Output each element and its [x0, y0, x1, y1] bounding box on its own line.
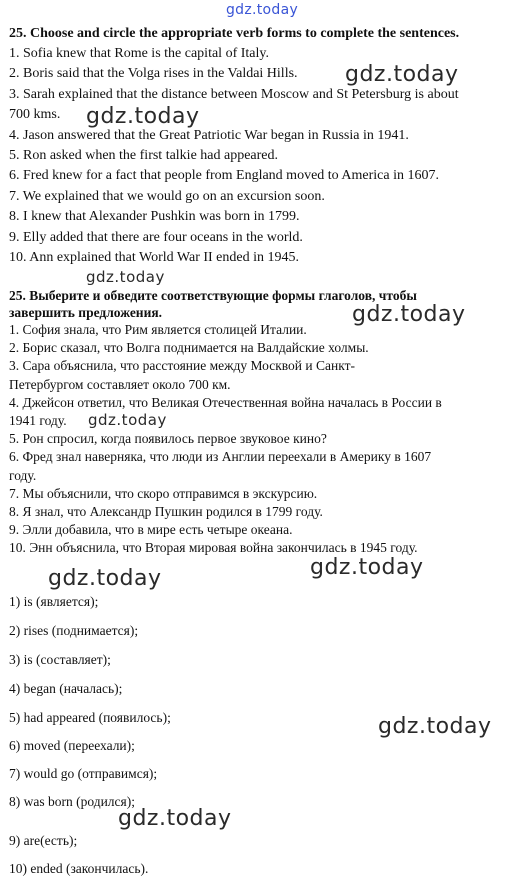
sentence-en-4: 4. Jason answered that the Great Patriotic War began in Russia in 1941.: [9, 127, 409, 143]
sentence-ru-9: 9. Элли добавила, что в мире есть четыре океана.: [9, 522, 293, 538]
watermark-top: gdz.today: [226, 2, 299, 18]
russian-exercise: [9, 287, 515, 558]
sentence-ru-8: 8. Я знал, что Александр Пушкин родился в 1799 году.: [9, 504, 323, 520]
answer-5: 5) had appeared (появилось);: [9, 710, 171, 725]
watermark: gdz.today: [88, 411, 167, 429]
exercise-title-ru-2: завершить предложения.: [9, 305, 163, 320]
answer-4: 4) began (началась);: [9, 681, 123, 696]
watermark: gdz.today: [118, 806, 232, 831]
sentence-ru-4: 4. Джейсон ответил, что Великая Отечественная война началась в России в: [9, 394, 442, 410]
english-exercise: [9, 24, 515, 268]
sentence-ru-4-cont: 1941 году.: [9, 413, 67, 429]
exercise-title-ru-1: 25. Выберите и обведите соответствующие формы глаголов, чтобы: [9, 288, 417, 303]
answer-2: 2) rises (поднимается);: [9, 623, 139, 638]
sentence-en-3-cont: 700 kms.: [9, 107, 61, 123]
sentence-en-3: 3. Sarah explained that the distance between Moscow and St Petersburg is about: [9, 86, 459, 102]
sentence-ru-3-cont: Петербургом составляет около 700 км.: [9, 376, 231, 392]
answer-3: 3) is (составляет);: [9, 652, 111, 667]
sentence-ru-5: 5. Рон спросил, когда появилось первое звуковое кино?: [9, 431, 327, 447]
sentence-ru-6: 6. Фред знал наверняка, что люди из Англии переехали в Америку в 1607: [9, 449, 432, 465]
watermark: gdz.today: [345, 62, 459, 87]
watermark: gdz.today: [352, 302, 466, 327]
sentence-en-10: 10. Ann explained that World War II ended in 1945.: [9, 250, 300, 266]
sentence-ru-2: 2. Борис сказал, что Волга поднимается на Валдайские холмы.: [9, 340, 369, 356]
sentence-en-9: 9. Elly added that there are four oceans in the world.: [9, 229, 303, 245]
watermark: gdz.today: [48, 566, 162, 591]
sentence-ru-3: 3. Сара объяснила, что расстояние между Москвой и Санкт-: [9, 358, 355, 374]
watermark: gdz.today: [310, 555, 424, 580]
answer-6: 6) moved (переехали);: [9, 738, 135, 753]
sentence-en-1: 1. Sofia knew that Rome is the capital of Italy.: [9, 46, 269, 61]
sentence-en-8: 8. I knew that Alexander Pushkin was born in 1799.: [9, 209, 300, 225]
sentence-en-7: 7. We explained that we would go on an excursion soon.: [9, 188, 325, 204]
sentence-ru-1: 1. София знала, что Рим является столицей Италии.: [9, 322, 307, 337]
sentence-en-2: 2. Boris said that the Volga rises in the Valdai Hills.: [9, 66, 298, 82]
sentence-en-5: 5. Ron asked when the first talkie had appeared.: [9, 148, 279, 164]
answer-10: 10) ended (закончилась).: [9, 861, 149, 876]
answer-1: 1) is (является);: [9, 594, 99, 609]
sentence-en-6: 6. Fred knew for a fact that people from England moved to America in 1607.: [9, 168, 439, 184]
answer-7: 7) would go (отправимся);: [9, 766, 158, 781]
sentence-ru-7: 7. Мы объяснили, что скоро отправимся в экскурсию.: [9, 485, 318, 501]
answer-8: 8) was born (родился);: [9, 794, 135, 809]
exercise-title-en: 25. Choose and circle the appropriate verb forms to complete the sentences.: [9, 26, 460, 41]
watermark: gdz.today: [378, 714, 492, 739]
sentence-ru-6-cont: году.: [9, 467, 37, 483]
sentence-ru-10: 10. Энн объяснила, что Вторая мировая война закончилась в 1945 году.: [9, 540, 418, 556]
answer-9: 9) are(есть);: [9, 833, 78, 848]
watermark: gdz.today: [86, 268, 165, 286]
watermark: gdz.today: [86, 104, 200, 129]
